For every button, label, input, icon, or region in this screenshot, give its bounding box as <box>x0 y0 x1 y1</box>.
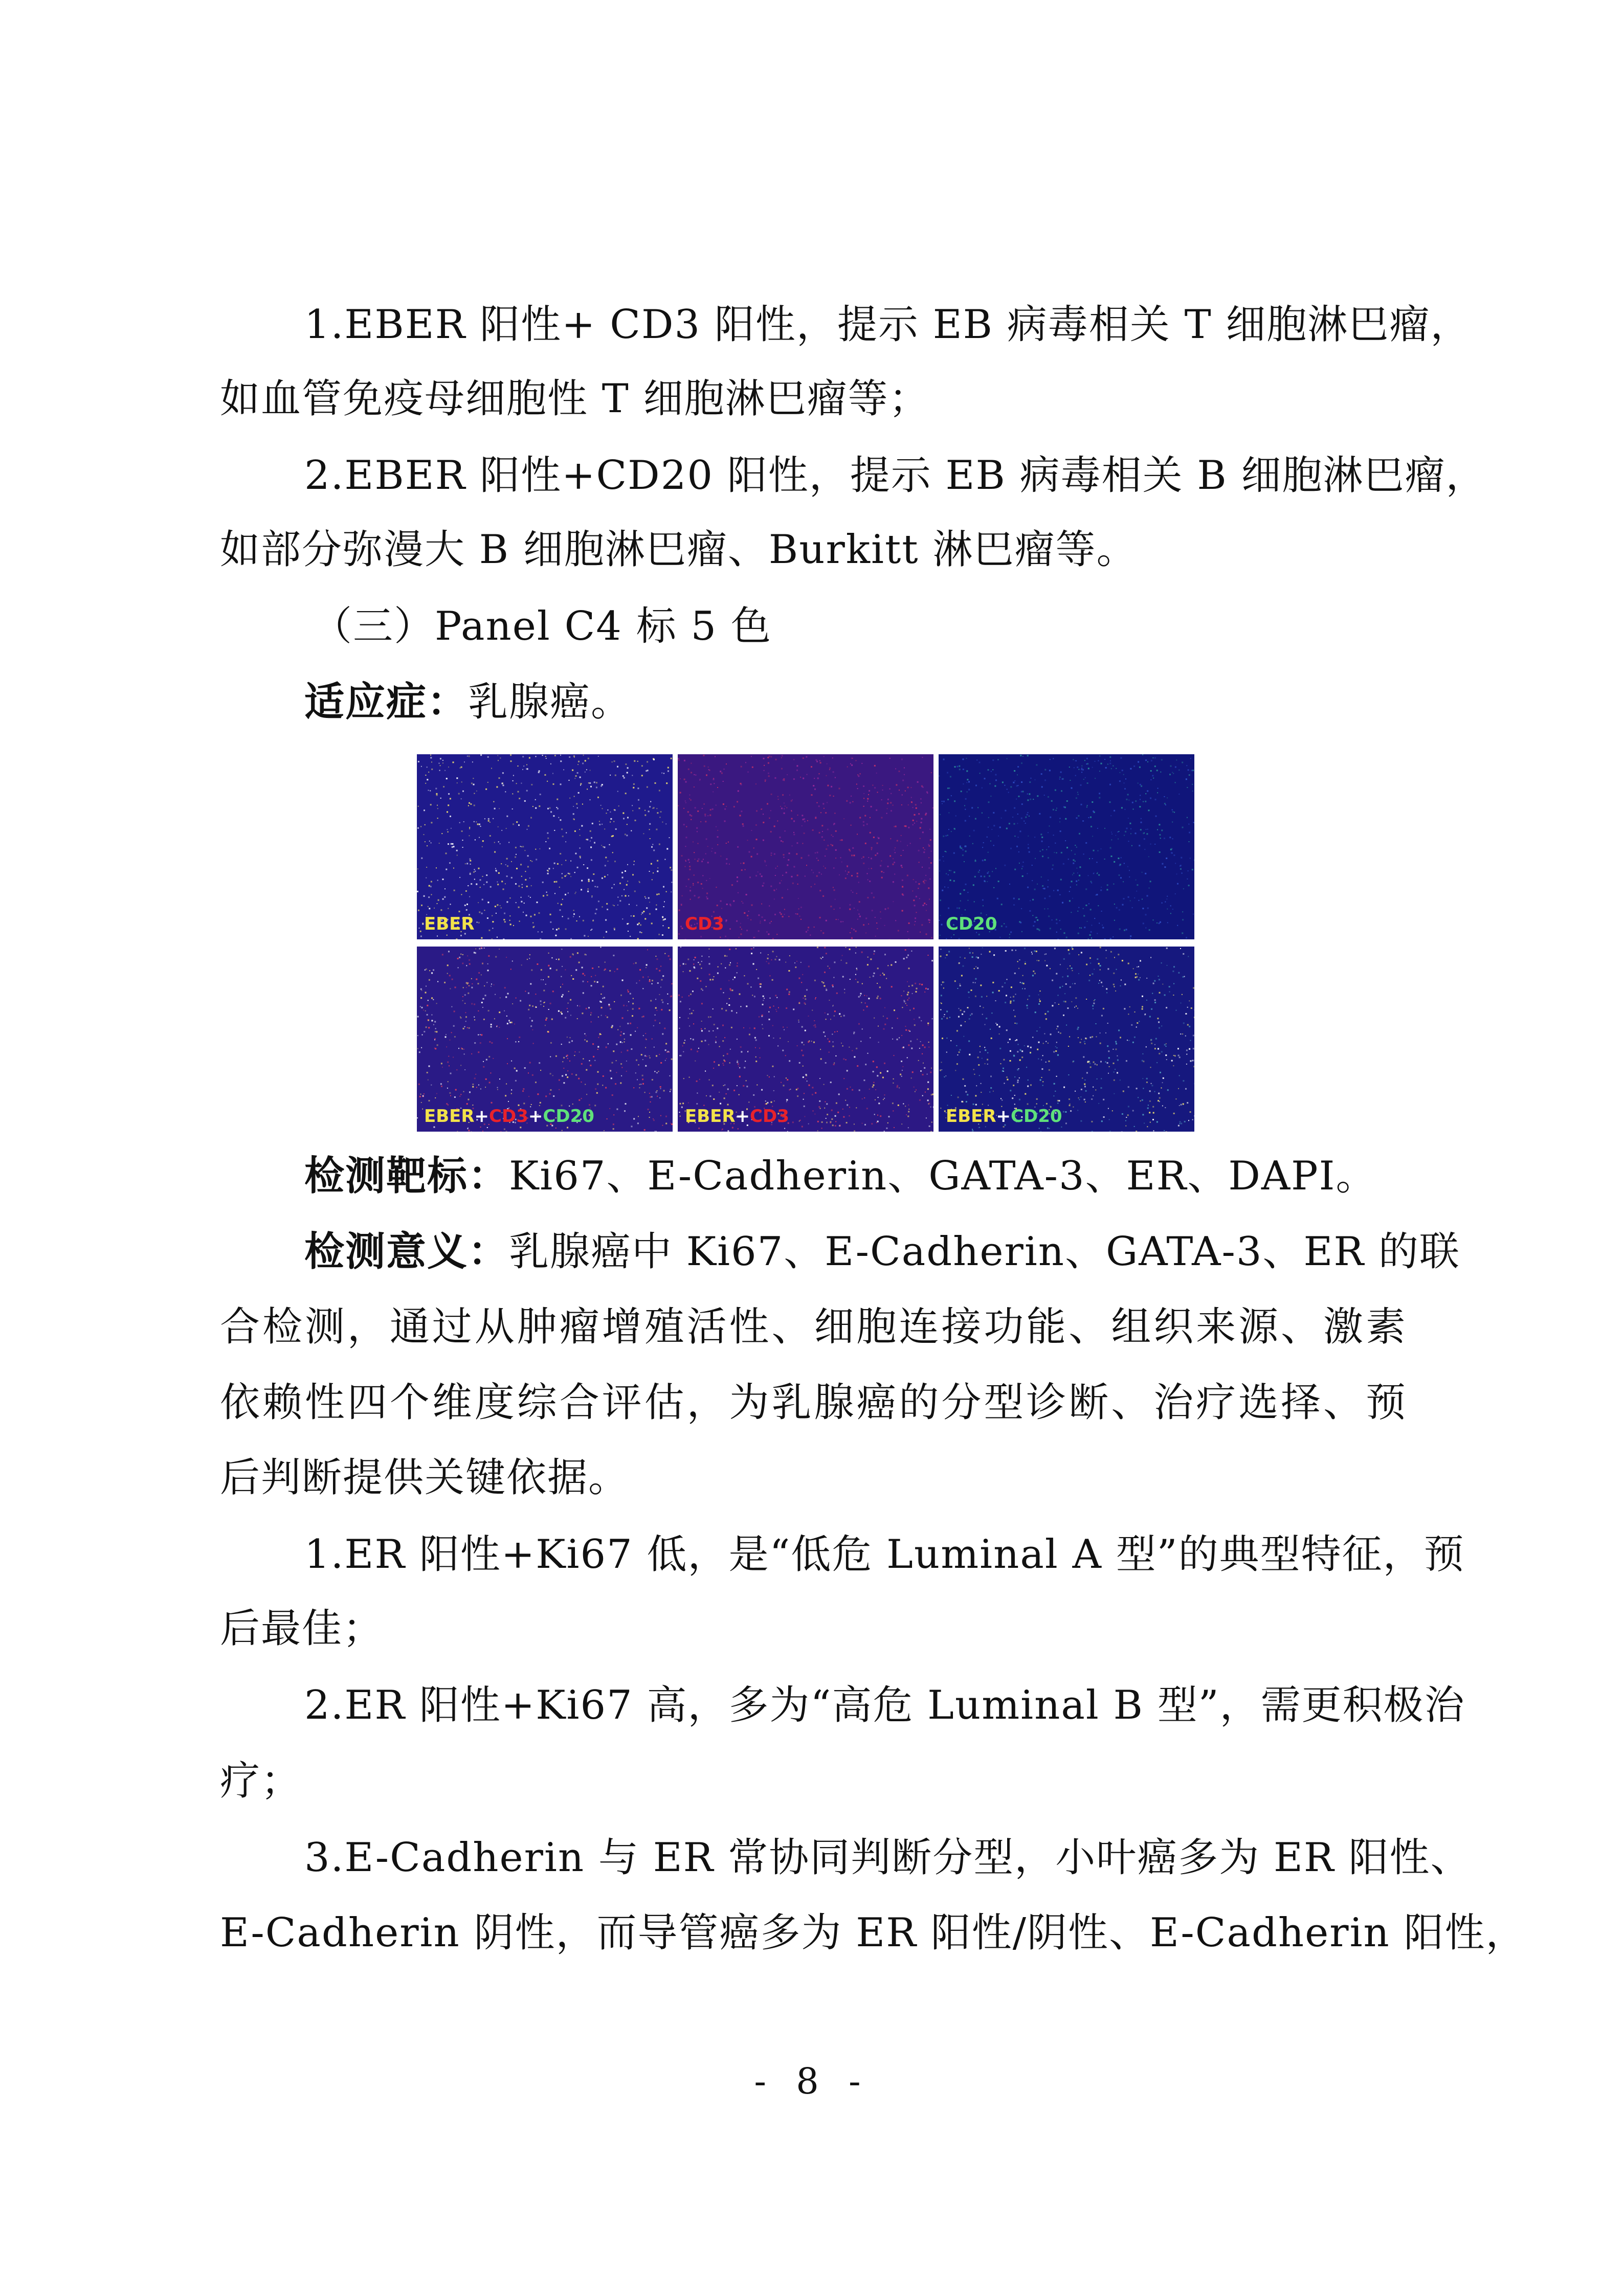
panel-label-part: EBER <box>685 1106 736 1127</box>
indication-label: 适应症： <box>304 679 469 725</box>
section-heading: （三）Panel C4 标 5 色 <box>312 603 772 649</box>
paragraph-line: 后判断提供关键依据。 <box>220 1455 630 1501</box>
paragraph-line: 如血管免疫母细胞性 T 细胞淋巴瘤等； <box>220 376 930 422</box>
panel-label-part: + <box>528 1106 543 1127</box>
micrograph-panel-eber-cd3 <box>678 947 933 1132</box>
cell-dots <box>678 947 933 1132</box>
micrograph-image <box>678 754 933 939</box>
micrograph-panel-eber <box>417 754 673 939</box>
micrograph-image <box>939 754 1194 939</box>
panel-label <box>685 914 724 934</box>
cell-dots <box>940 947 1194 1132</box>
page-number: - 8 - <box>754 2060 870 2102</box>
paragraph-line: 1.ER 阳性+Ki67 低，是“低危 Luminal A 型”的典型特征，预 <box>304 1532 1465 1578</box>
indication-value: 乳腺癌。 <box>468 679 632 725</box>
cell-dots <box>678 755 933 939</box>
paragraph-line: E-Cadherin 阴性，而导管癌多为 ER 阳性/阴性、E-Cadherin 阳性， <box>220 1910 1527 1956</box>
micrograph-image <box>678 947 933 1132</box>
targets-label: 检测靶标： <box>304 1153 509 1199</box>
meaning-label: 检测意义： <box>304 1228 509 1275</box>
paragraph-line: 2.EBER 阳性+CD20 阳性，提示 EB 病毒相关 B 细胞淋巴瘤， <box>304 453 1487 499</box>
panel-label <box>424 914 475 934</box>
paragraph-line: 后最佳； <box>220 1606 384 1652</box>
paragraph-line: 2.ER 阳性+Ki67 高，多为“高危 Luminal B 型”，需更积极治 <box>304 1682 1465 1728</box>
micrograph-panel-eber-cd20 <box>939 947 1194 1132</box>
panel-label <box>946 1106 1062 1127</box>
indication-line <box>304 674 1407 730</box>
panel-label-part: CD20 <box>946 914 997 934</box>
panel-label-part: CD3 <box>685 914 724 934</box>
micrograph-image <box>939 947 1194 1132</box>
panel-label-part: + <box>474 1106 490 1127</box>
panel-label <box>685 1106 789 1127</box>
panel-label-part: CD3 <box>750 1106 789 1127</box>
panel-label-part: CD20 <box>543 1106 594 1127</box>
panel-label-part: + <box>735 1106 750 1127</box>
cell-dots <box>417 754 673 939</box>
panel-label-part: CD3 <box>489 1106 528 1127</box>
paragraph-line: 3.E-Cadherin 与 ER 常协同判断分型，小叶癌多为 ER 阳性、 <box>304 1835 1472 1881</box>
micrograph-image <box>417 754 673 939</box>
multiplex-fluorescence-figure <box>417 754 1194 1132</box>
panel-label-part: EBER <box>946 1106 996 1127</box>
micrograph-panel-cd20 <box>939 754 1194 939</box>
micrograph-panel-cd3 <box>678 754 933 939</box>
micrograph-panel-eber-cd3-cd20 <box>417 947 673 1132</box>
paragraph-line: 依赖性四个维度综合评估，为乳腺癌的分型诊断、治疗选择、预 <box>220 1380 1407 1426</box>
paragraph-line: 如部分弥漫大 B 细胞淋巴瘤、Burkitt 淋巴瘤等。 <box>220 527 1138 573</box>
panel-label-part: EBER <box>424 1106 475 1127</box>
targets-value: Ki67、E-Cadherin、GATA-3、ER、DAPI。 <box>509 1153 1377 1199</box>
paragraph-line: 1.EBER 阳性+ CD3 阳性，提示 EB 病毒相关 T 细胞淋巴瘤， <box>304 302 1472 348</box>
paragraph-line: 疗； <box>220 1758 302 1804</box>
panel-label-part: EBER <box>424 914 475 934</box>
panel-label-part: CD20 <box>1011 1106 1062 1127</box>
meaning-value: 乳腺癌中 Ki67、E-Cadherin、GATA-3、ER 的联 <box>509 1229 1460 1275</box>
meaning-line <box>304 1224 1460 1280</box>
micrograph-image <box>417 947 673 1132</box>
cell-dots <box>939 754 1194 939</box>
paragraph-line: 合检测，通过从肿瘤增殖活性、细胞连接功能、组织来源、激素 <box>220 1304 1407 1350</box>
targets-line <box>304 1148 1407 1204</box>
panel-label <box>946 914 997 934</box>
panel-label-part: + <box>996 1106 1011 1127</box>
panel-label <box>424 1106 594 1127</box>
cell-dots <box>417 947 673 1132</box>
